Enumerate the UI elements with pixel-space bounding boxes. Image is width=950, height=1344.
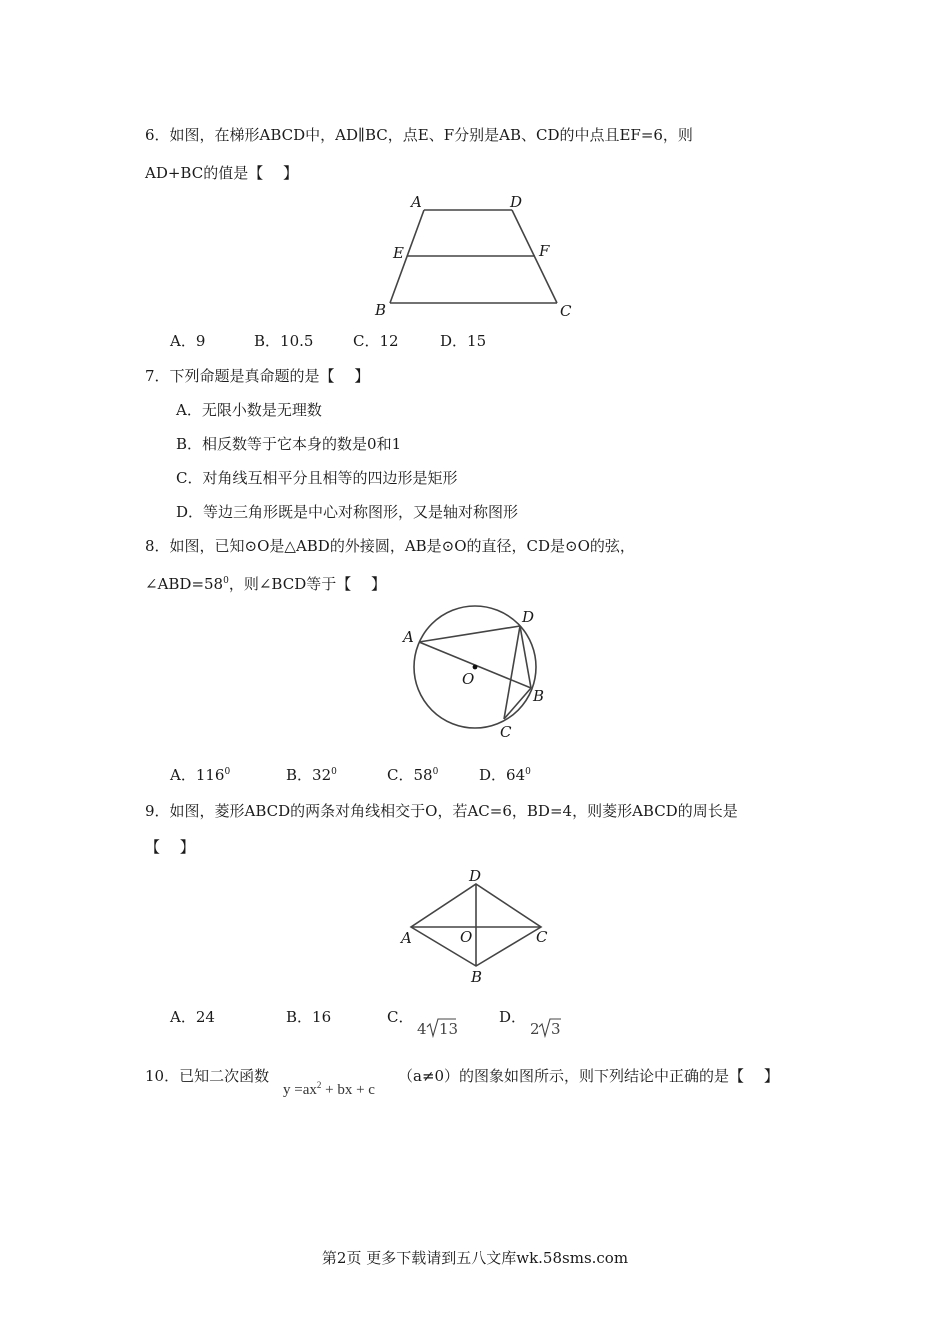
circle-label-b: B [533,687,545,705]
q9-option-c[interactable]: C． [387,1008,414,1026]
q6-option-c[interactable]: C．12 [353,332,399,350]
trapezoid-side-ab [390,210,424,303]
circle-chord-cb [504,688,531,719]
q6-option-d[interactable]: D．15 [440,332,487,350]
q7-option-c[interactable]: C．对角线互相平分且相等的四边形是矩形 [176,469,458,487]
q6-option-b[interactable]: B．10.5 [254,332,314,350]
q6-option-a[interactable]: A．9 [170,332,206,350]
radical-c-radicand: 13 [439,1020,459,1038]
q9-stem-line1: 9．如图，菱形ABCD的两条对角线相交于O，若AC=6，BD=4，则菱形ABCD的周长是 [145,802,738,820]
radical-d-radicand: 3 [551,1020,561,1038]
circle-label-c: C [500,723,512,741]
trap-label-f: F [539,242,550,260]
trap-label-e: E [393,244,404,262]
circle-chord-db [520,626,531,688]
q10-stem-pre: 10．已知二次函数 [145,1067,270,1085]
q9-option-d[interactable]: D． [499,1008,527,1026]
q8-option-d[interactable]: D．$64^0$ [479,766,531,784]
circle-center-dot [473,665,478,670]
q8-option-a[interactable]: A．$116^0$ [170,766,231,784]
radical-d-sign [539,1019,561,1036]
q9-option-b[interactable]: B．16 [286,1008,332,1026]
rhombus-label-c: C [536,928,548,946]
q8-option-b[interactable]: B．$32^0$ [286,766,337,784]
rhombus-label-o: O [460,928,473,946]
q7-option-b[interactable]: B．相反数等于它本身的数是0和1 [176,435,402,453]
circle-label-a: A [403,628,414,646]
radical-c-sign [427,1019,459,1038]
q7-option-d[interactable]: D．等边三角形既是中心对称图形，又是轴对称图形 [176,503,519,521]
rhombus-label-a: A [401,929,412,947]
circle-chord-dc [504,626,520,719]
circle-o [414,606,536,728]
rhombus-outline [411,884,541,966]
q9-stem-line2: 【 】 [145,838,195,856]
circle-label-o: O [462,670,475,688]
q8-option-c[interactable]: C．$58^0$ [387,766,439,784]
circle-label-d: D [522,608,535,626]
q10-stem-post: （a≠0）的图象如图所示，则下列结论中正确的是【 】 [398,1067,779,1085]
q6-stem-line2: AD+BC的值是【 】 [145,164,298,182]
q8-stem-line1: 8．如图，已知⊙O是△ABD的外接圆，AB是⊙O的直径，CD是⊙O的弦， [145,537,635,555]
circle-chord-ad [419,626,520,642]
circle-diameter-ab [419,642,531,688]
rhombus-label-d: D [469,867,482,885]
radical-d-coef: 2 [530,1020,540,1038]
trap-label-b: B [375,301,387,319]
q9-option-a[interactable]: A．24 [170,1008,215,1026]
trap-label-d: D [510,193,523,211]
rhombus-label-b: B [471,968,483,986]
radical-c-coef: 4 [417,1020,427,1038]
q6-stem-line1: 6．如图，在梯形ABCD中，AD∥BC，点E、F分别是AB、CD的中点且EF=6，则 [145,126,693,144]
trapezoid-side-dc [512,210,557,303]
trap-label-c: C [560,302,572,320]
q8-stem-line2: $\angle ABD=58^0$，则∠BCD等于【 】 [145,575,386,593]
q7-option-a[interactable]: A．无限小数是无理数 [176,401,322,419]
trap-label-a: A [411,193,422,211]
q10-formula: $y =ax^2$ + bx + c [283,1080,375,1098]
q7-stem: 7．下列命题是真命题的是【 】 [145,367,370,385]
page-footer: 第2页 更多下载请到五八文库wk.58sms.com [321,1249,629,1267]
